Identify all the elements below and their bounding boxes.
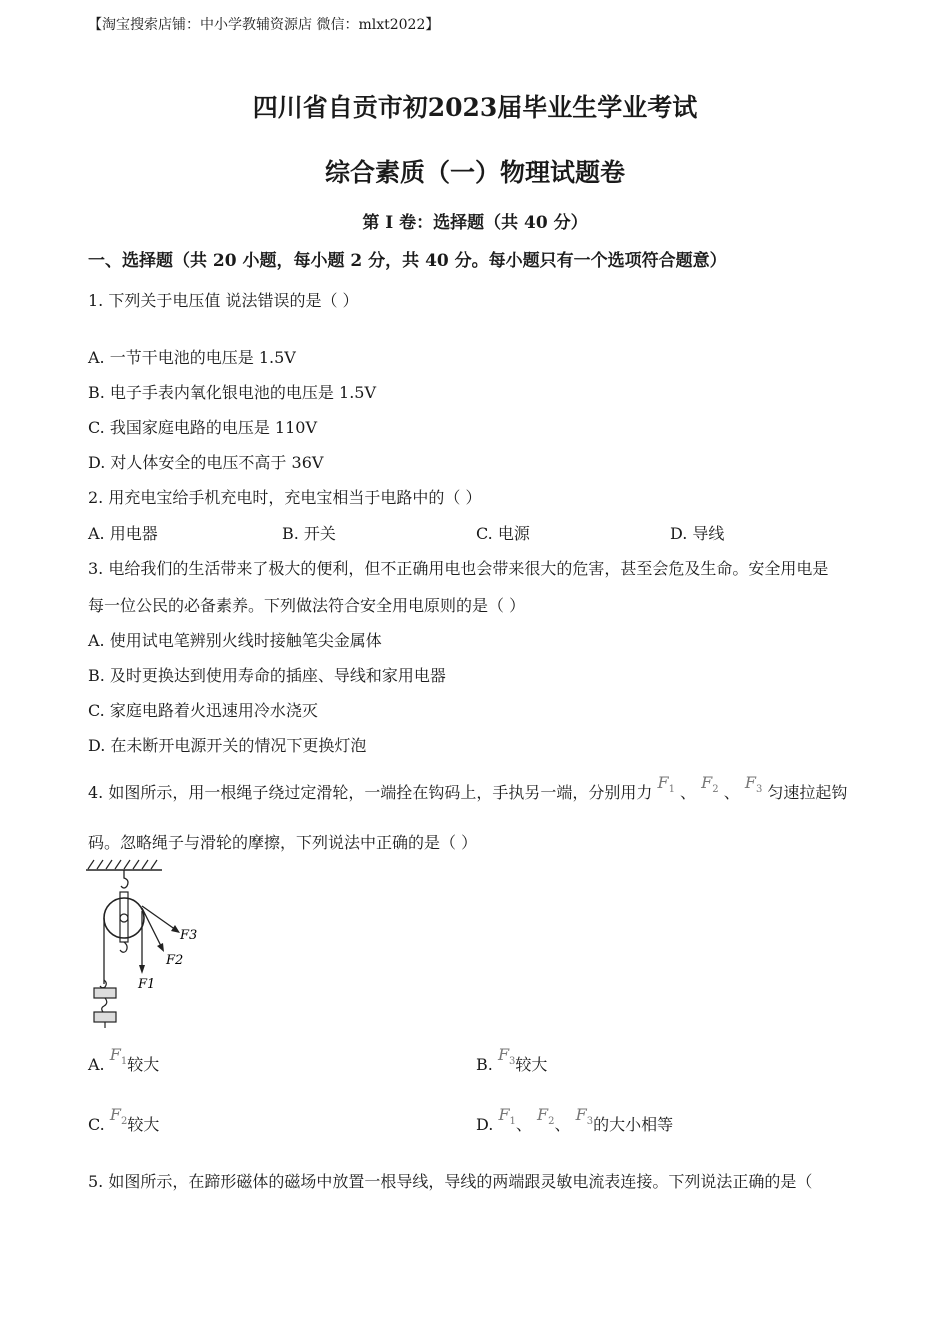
q1-option-b: B. 电子手表内氧化银电池的电压是 1.5V [88,383,377,402]
pulley-figure [84,856,204,1036]
q4-option-c: C. $F_2$较大 [88,1105,160,1134]
arrow-f2 [157,943,164,952]
question-4-stem-line1 [88,773,848,805]
q1-option-c: C. 我国家庭电路的电压是 110V [88,418,318,437]
q2-option-d: D. 导线 [670,524,725,543]
exam-title: 四川省自贡市初2023届毕业生学业考试 [252,93,698,122]
weight-hook-1 [100,980,106,988]
q3-option-d: D. 在未断开电源开关的情况下更换灯泡 [88,736,367,755]
weight-hook-2 [102,998,107,1012]
question-3-stem-line1: 3. 电给我们的生活带来了极大的便利，但不正确用电也会带来很大的危害，甚至会危及生命。安全用电是 [88,559,829,578]
ceiling-hatch [88,860,157,869]
q1-option-a: A. 一节干电池的电压是 1.5V [88,348,296,367]
label-f3: F3 [180,928,198,943]
section-title: 一、选择题（共 20 小题，每小题 2 分，共 40 分。每小题只有一个选项符合题意） [88,251,727,271]
question-4-stem-line2: 码。忽略绳子与滑轮的摩擦，下列说法中正确的是（ ） [88,833,478,852]
arrow-f1 [139,965,145,974]
force-f3: $F_3$ [744,773,763,796]
q2-option-c: C. 电源 [476,524,530,543]
question-3-stem-line2: 每一位公民的必备素养。下列做法符合安全用电原则的是（ ） [88,596,526,615]
force-f2: $F_2$ [701,773,719,796]
q4-stem-suffix: 匀速拉起钩 [767,783,848,802]
q4-option-b: B. $F_3$较大 [476,1045,548,1074]
pulley-hook [120,942,127,952]
q2-option-a: A. 用电器 [88,524,158,543]
part-title: 第 I 卷：选择题（共 40 分） [362,213,588,233]
q4-stem-prefix: 4. 如图所示，用一根绳子绕过定滑轮，一端拴在钩码上，手执另一端，分别用力 [88,783,653,802]
exam-subtitle: 综合素质（一）物理试题卷 [324,158,625,187]
force-f1: $F_1$ [657,773,675,796]
separator: 、 [723,783,740,802]
label-f1: F1 [138,977,156,992]
separator: 、 [680,783,697,802]
weight-2 [94,1012,116,1022]
weight-1 [94,988,116,998]
header-note: 【淘宝搜索店铺：中小学教辅资源店 微信：mlxt2022】 [88,17,440,33]
label-f2: F2 [166,953,184,968]
question-1-stem: 1. 下列关于电压值 说法错误的是（ ） [88,291,359,310]
q3-option-b: B. 及时更换达到使用寿命的插座、导线和家用电器 [88,666,446,685]
q3-option-a: A. 使用试电笔辨别火线时接触笔尖金属体 [88,631,382,650]
top-hook [121,870,128,888]
question-2-stem: 2. 用充电宝给手机充电时，充电宝相当于电路中的（ ） [88,488,482,507]
q1-option-d: D. 对人体安全的电压不高于 36V [88,453,324,472]
arrow-f3 [171,925,180,933]
q4-option-d: D. $F_1$、 $F_2$、 $F_3$的大小相等 [476,1105,674,1134]
q3-option-c: C. 家庭电路着火迅速用冷水浇灭 [88,701,318,720]
q2-option-b: B. 开关 [282,524,336,543]
question-5-stem: 5. 如图所示，在蹄形磁体的磁场中放置一根导线，导线的两端跟灵敏电流表连接。下列说法正确的是（ [88,1172,813,1191]
pulley-axle [120,914,128,922]
rope-f2 [142,908,162,948]
q4-option-a: A. $F_1$较大 [88,1045,160,1074]
